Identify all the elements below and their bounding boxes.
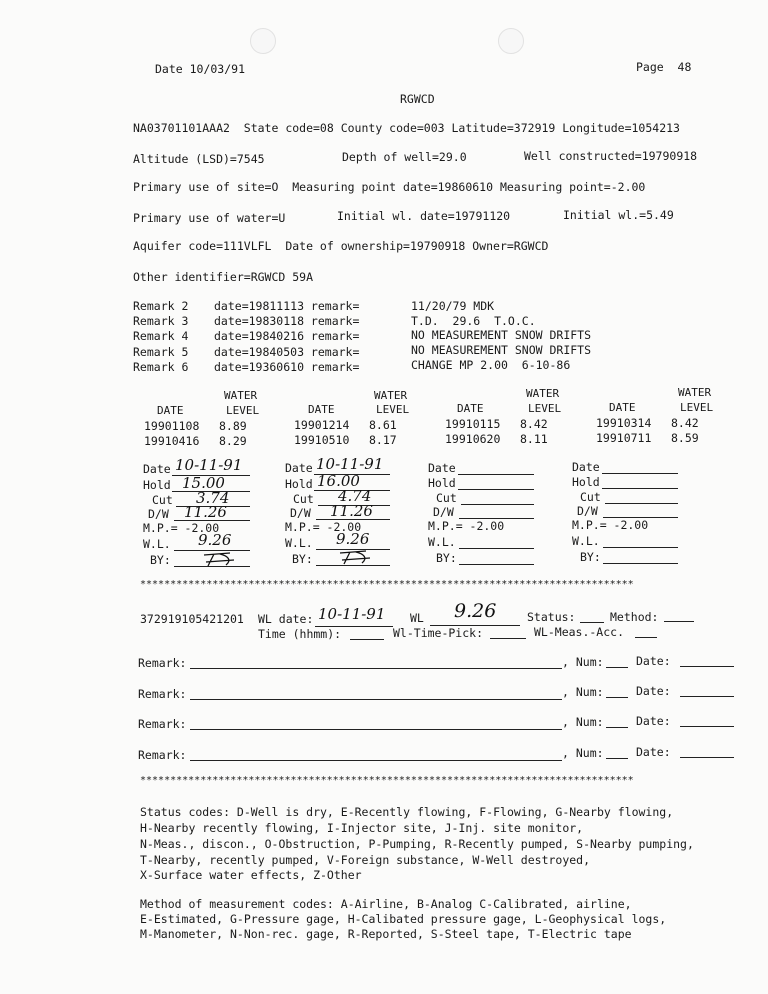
method-codes-line: Method of measurement codes: A-Airline, B-Analog C-Calibrated, airline,: [140, 897, 632, 911]
remark-num-label: , Num:: [562, 715, 604, 729]
form-by-field[interactable]: [603, 563, 678, 564]
remark-entry-field[interactable]: [190, 668, 562, 669]
table-cell: 8.11: [520, 432, 548, 446]
table-cell: 19910314: [596, 416, 652, 430]
aquifer-info: Aquifer code=111VLFL Date of ownership=19790918 Owner=RGWCD: [133, 239, 549, 253]
remark-entry-field[interactable]: [190, 729, 562, 730]
form-wl-label: W.L.: [428, 535, 456, 549]
meas-acc-field[interactable]: [635, 637, 657, 638]
col-header-level: LEVEL: [376, 403, 410, 416]
form-wl-label: W.L.: [572, 534, 600, 548]
col-header-water: WATER: [374, 389, 408, 402]
form-mp-label: M.P.= -2.00: [143, 521, 220, 535]
remark-date: date=19360610 remark=: [214, 360, 360, 374]
initial-wl-date: Initial wl. date=19791120: [337, 209, 511, 223]
time-field[interactable]: [350, 639, 384, 640]
status-codes-line: H-Nearby recently flowing, I-Injector site, J-Inj. site monitor,: [140, 821, 584, 835]
form-dw-label: D/W: [148, 507, 169, 521]
agency-title: RGWCD: [400, 92, 435, 106]
initials-signature: [200, 550, 240, 568]
status-codes-line: Status codes: D-Well is dry, E-Recently flowing, F-Flowing, G-Nearby flowing,: [140, 805, 674, 819]
table-cell: 19910620: [445, 432, 501, 446]
form-hold-field[interactable]: [458, 489, 534, 490]
table-cell: 8.42: [520, 417, 548, 431]
form-cut-field[interactable]: [605, 503, 678, 504]
remark-entry-field[interactable]: [190, 699, 562, 700]
form-mp-label: M.P.= -2.00: [285, 520, 362, 534]
remark-num-field[interactable]: [606, 697, 628, 698]
remark-entry-label: Remark:: [138, 656, 187, 670]
col-header-level: LEVEL: [680, 401, 714, 414]
col-header-water: WATER: [678, 386, 712, 399]
remark-num-field[interactable]: [606, 667, 628, 668]
method-field[interactable]: [664, 621, 694, 622]
status-field[interactable]: [580, 622, 604, 623]
table-cell: 19910510: [294, 433, 350, 447]
form-mp-label: M.P.= -2.00: [428, 519, 505, 533]
initial-wl: Initial wl.=5.49: [563, 208, 674, 222]
form-wl-value: 9.26: [336, 530, 370, 548]
remark-date: date=19840503 remark=: [214, 345, 360, 359]
remark-entry-label: Remark:: [138, 717, 187, 731]
report-date: Date 10/03/91: [155, 62, 246, 76]
form-by-label: BY:: [292, 552, 313, 566]
remark-num-label: , Num:: [562, 655, 604, 669]
table-cell: 19901108: [144, 419, 200, 433]
primary-use-water: Primary use of water=U: [133, 211, 286, 225]
wl-date-value: 10-11-91: [318, 605, 386, 623]
meas-acc-label: WL-Meas.-Acc.: [534, 625, 625, 639]
remark-label: Remark 4: [133, 329, 189, 343]
form-dw-label: D/W: [433, 505, 454, 519]
remark-date-field[interactable]: [680, 696, 734, 697]
primary-use-site: Primary use of site=O Measuring point date=19860610 Measuring point=-2.00: [133, 180, 646, 194]
status-codes-line: T-Nearby, recently pumped, V-Foreign substance, W-Well destroyed,: [140, 853, 591, 867]
form-hold-label: Hold: [428, 476, 456, 490]
wl-value: 9.26: [454, 600, 497, 622]
form-date-label: Date: [428, 461, 456, 475]
col-header-date: DATE: [157, 404, 184, 417]
form-wl-label: W.L.: [143, 537, 171, 551]
form-wl-value: 9.26: [198, 531, 232, 549]
remark-num-label: , Num:: [562, 685, 604, 699]
remark-date-field[interactable]: [680, 666, 734, 667]
form-by-label: BY:: [436, 551, 457, 565]
form-dw-value: 11.26: [330, 502, 373, 520]
method-codes-line: M-Manometer, N-Non-rec. gage, R-Reported, S-Steel tape, T-Electric tape: [140, 927, 632, 941]
form-cut-value: 3.74: [196, 489, 230, 507]
form-date-field[interactable]: [602, 473, 678, 474]
form-hold-value: 15.00: [182, 474, 225, 492]
wl-date-label: WL date:: [258, 612, 314, 626]
form-mp-label: M.P.= -2.00: [572, 518, 649, 532]
wl-label: WL: [410, 611, 424, 625]
form-hold-label: Hold: [285, 477, 313, 491]
remark-label: Remark 6: [133, 360, 189, 374]
remark-num-label: , Num:: [562, 746, 604, 760]
form-hold-label: Hold: [572, 475, 600, 489]
remark-label: Remark 2: [133, 299, 189, 313]
table-cell: 19910711: [596, 431, 652, 445]
method-label: Method:: [610, 610, 659, 624]
form-date-label: Date: [143, 462, 171, 476]
other-identifier: Other identifier=RGWCD 59A: [133, 270, 314, 284]
form-wl-field[interactable]: [459, 548, 534, 549]
form-by-label: BY:: [580, 550, 601, 564]
remark-entry-label: Remark:: [138, 687, 187, 701]
col-header-level: LEVEL: [226, 404, 260, 417]
remark-date-label: Date:: [636, 745, 671, 759]
form-wl-label: W.L.: [285, 536, 313, 550]
form-by-field[interactable]: [459, 564, 534, 565]
form-dw-label: D/W: [290, 506, 311, 520]
site-line: NA03701101AAA2 State code=08 County code=003 Latitude=372919 Longitude=1054213: [133, 121, 680, 135]
status-codes-line: X-Surface water effects, Z-Other: [140, 868, 362, 882]
remark-date: date=19830118 remark=: [214, 314, 360, 328]
initials-signature: [336, 548, 376, 566]
table-cell: 8.29: [219, 434, 247, 448]
well-depth: Depth of well=29.0: [342, 150, 467, 164]
table-cell: 19910416: [144, 434, 200, 448]
form-cut-label: Cut: [580, 490, 601, 504]
form-cut-label: Cut: [436, 491, 457, 505]
table-cell: 8.61: [369, 418, 397, 432]
punch-hole-left: [250, 28, 276, 54]
separator-stars: **********************************************************************************: [140, 579, 634, 590]
col-header-date: DATE: [308, 403, 335, 416]
remark-entry-label: Remark:: [138, 748, 187, 762]
table-cell: 19910115: [445, 417, 501, 431]
col-header-level: LEVEL: [528, 402, 562, 415]
table-cell: 8.59: [671, 431, 699, 445]
remark-label: Remark 3: [133, 314, 189, 328]
form-cut-field[interactable]: [461, 504, 534, 505]
remark-date: date=19811113 remark=: [214, 299, 360, 313]
page-number: Page 48: [636, 60, 692, 74]
site-id: 372919105421201: [140, 612, 244, 626]
form-hold-field[interactable]: [602, 488, 678, 489]
form-date-label: Date: [285, 461, 313, 475]
punch-hole-right: [498, 28, 524, 54]
table-cell: 19901214: [294, 418, 350, 432]
altitude: Altitude (LSD)=7545: [133, 152, 265, 166]
form-cut-label: Cut: [152, 493, 173, 507]
form-dw-value: 11.26: [184, 503, 227, 521]
remark-text: 11/20/79 MDK: [411, 299, 495, 313]
table-cell: 8.42: [671, 416, 699, 430]
remark-text: NO MEASUREMENT SNOW DRIFTS: [411, 328, 592, 342]
col-header-date: DATE: [609, 401, 636, 414]
separator-stars: **********************************************************************************: [140, 775, 634, 786]
status-label: Status:: [527, 610, 576, 624]
form-date-label: Date: [572, 460, 600, 474]
form-dw-label: D/W: [577, 504, 598, 518]
form-cut-label: Cut: [293, 492, 314, 506]
time-pick-label: Wl-Time-Pick:: [393, 626, 484, 640]
col-header-water: WATER: [526, 387, 560, 400]
remark-num-field[interactable]: [606, 727, 628, 728]
remark-entry-field[interactable]: [190, 760, 562, 761]
remark-date-label: Date:: [636, 714, 671, 728]
form-hold-value: 16.00: [317, 472, 360, 490]
remark-label: Remark 5: [133, 345, 189, 359]
time-label: Time (hhmm):: [258, 627, 342, 641]
remark-date-field[interactable]: [680, 726, 734, 727]
remark-text: CHANGE MP 2.00 6-10-86: [411, 358, 571, 372]
remark-date-label: Date:: [636, 684, 671, 698]
form-hold-label: Hold: [143, 478, 171, 492]
form-date-field[interactable]: [458, 474, 534, 475]
form-date-value: 10-11-91: [175, 456, 243, 474]
form-by-label: BY:: [150, 553, 171, 567]
table-cell: 8.89: [219, 419, 247, 433]
remark-date-label: Date:: [636, 654, 671, 668]
remark-date: date=19840216 remark=: [214, 329, 360, 343]
method-codes-line: E-Estimated, G-Pressure gage, H-Calibated pressure gage, L-Geophysical logs,: [140, 912, 667, 926]
status-codes-line: N-Meas., discon., O-Obstruction, P-Pumping, R-Recently pumped, S-Nearby pumping,: [140, 837, 694, 851]
col-header-water: WATER: [224, 389, 258, 402]
remark-num-field[interactable]: [606, 758, 628, 759]
remark-text: T.D. 29.6 T.O.C.: [411, 314, 536, 328]
remark-text: NO MEASUREMENT SNOW DRIFTS: [411, 343, 592, 357]
well-constructed: Well constructed=19790918: [524, 149, 698, 163]
form-date-value: 10-11-91: [316, 455, 384, 473]
form-cut-value: 4.74: [338, 487, 372, 505]
time-pick-field[interactable]: [490, 638, 526, 639]
remark-date-field[interactable]: [680, 757, 734, 758]
form-wl-field[interactable]: [603, 547, 678, 548]
col-header-date: DATE: [457, 402, 484, 415]
table-cell: 8.17: [369, 433, 397, 447]
